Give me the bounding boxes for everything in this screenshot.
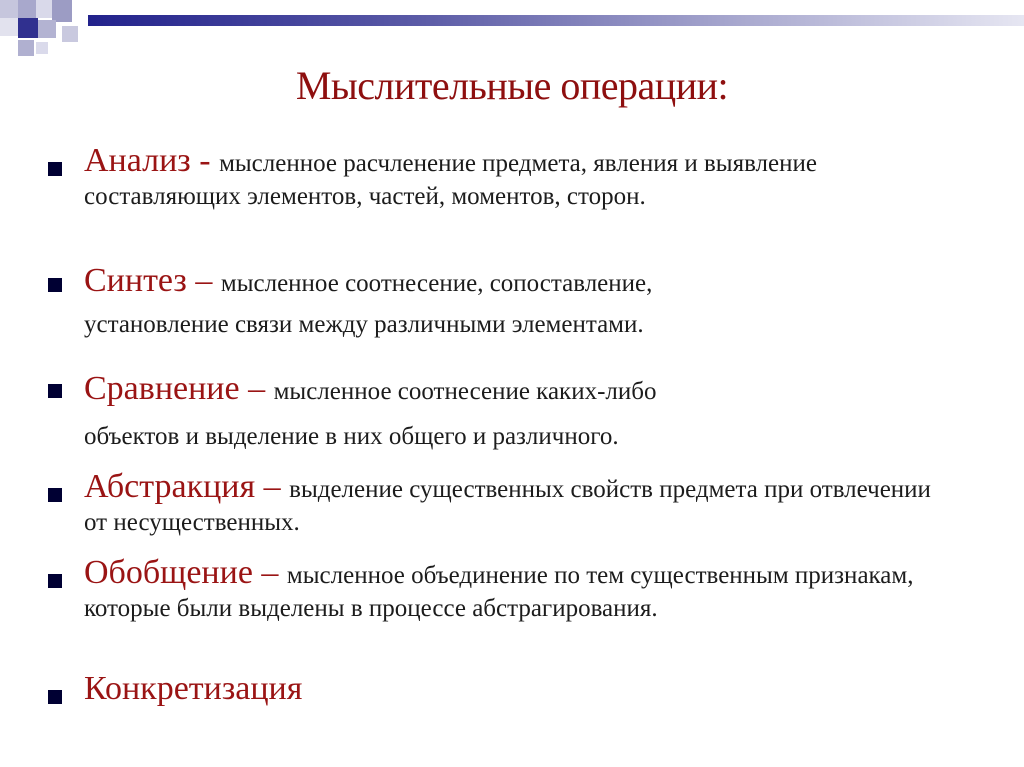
term-separator: -	[190, 142, 220, 179]
bullet-square-icon	[48, 162, 62, 176]
bullet-square-icon	[48, 574, 62, 588]
term-abstraction: Абстракция	[84, 468, 256, 505]
deco-square	[18, 18, 38, 38]
term-concretization: Конкретизация	[84, 670, 303, 707]
list-item-analysis	[48, 144, 948, 213]
definition-synthesis-cont: установление связи между различными элементами.	[84, 311, 644, 338]
bullet-square-icon	[48, 384, 62, 398]
bullet-square-icon	[48, 278, 62, 292]
bullet-square-icon	[48, 488, 62, 502]
list-item-generalization	[48, 556, 948, 625]
term-separator: –	[252, 554, 287, 591]
definition-comparison: мысленное соотнесение каких-либо	[273, 378, 657, 405]
deco-square	[38, 20, 56, 38]
item-text	[84, 556, 948, 625]
corner-decoration	[0, 0, 1024, 60]
slide-title: Мыслительные операции:	[295, 63, 729, 108]
term-separator: –	[239, 370, 274, 407]
term-separator: –	[186, 262, 221, 299]
deco-square	[36, 0, 52, 18]
item-text	[84, 672, 948, 708]
term-synthesis: Синтез	[84, 262, 187, 299]
deco-square	[18, 0, 36, 18]
definition-comparison-cont: объектов и выделение в них общего и различного.	[84, 423, 619, 450]
deco-square	[52, 0, 72, 22]
list-item-abstraction	[48, 470, 948, 539]
definition-generalization: мысленное объединение по тем существенным признакам, которые были выделены в процессе абстрагирования.	[84, 562, 914, 622]
deco-square	[18, 40, 34, 56]
item-text	[84, 470, 948, 539]
item-text	[84, 366, 948, 459]
item-text	[84, 260, 948, 345]
deco-square	[36, 42, 48, 54]
term-comparison: Сравнение	[84, 370, 240, 407]
term-analysis: Анализ	[84, 142, 191, 179]
list-item-comparison	[48, 366, 948, 459]
deco-square	[0, 0, 18, 18]
definition-abstraction: выделение существенных свойств предмета при отвлечении от несущественных.	[84, 476, 931, 536]
definition-synthesis: мысленное соотнесение, сопоставление,	[220, 270, 653, 297]
deco-square	[62, 26, 78, 42]
title-accent-bar	[88, 15, 1024, 26]
definition-analysis: мысленное расчленение предмета, явления и выявление составляющих элементов, частей, моментов, сторон.	[84, 150, 817, 210]
item-text	[84, 144, 948, 213]
bullet-square-icon	[48, 690, 62, 704]
list-item-concretization	[48, 672, 948, 708]
term-separator: –	[255, 468, 290, 505]
term-generalization: Обобщение	[84, 554, 253, 591]
list-item-synthesis	[48, 260, 948, 345]
deco-square	[0, 18, 18, 36]
